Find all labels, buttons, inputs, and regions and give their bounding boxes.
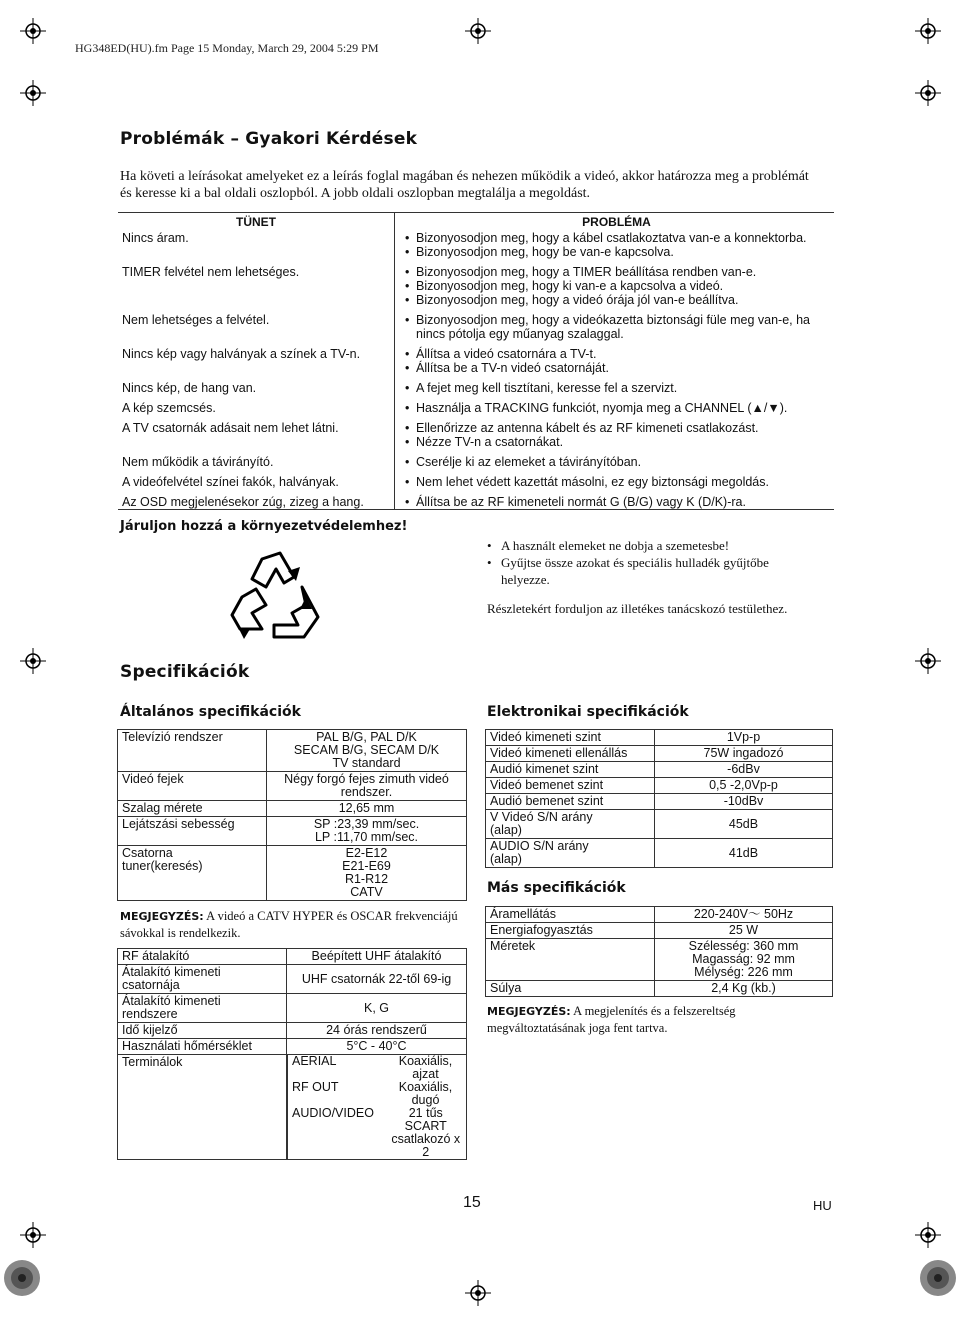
faq-solution: • Bizonyosodjon meg, hogy ki van-e a kapcsolva a videó. (403, 279, 830, 293)
faq-solution: • Bizonyosodjon meg, hogy a kábel csatlakoztatva van-e a konnektorba. (403, 231, 830, 245)
spec-label: AUDIO S/N arány (alap) (486, 839, 655, 868)
faq-solution: • Bizonyosodjon meg, hogy be van-e kapcsolva. (403, 245, 830, 259)
spec-row (486, 981, 833, 997)
faq-symptom: Nincs áram. (118, 229, 395, 259)
faq-row (118, 395, 834, 415)
faq-symptom: A kép szemcsés. (118, 395, 395, 415)
faq-table (118, 212, 834, 510)
faq-solutions (395, 375, 835, 395)
spec-value: 45dB (655, 810, 833, 839)
spec-label: Súlya (486, 981, 655, 997)
spec-value: UHF csatornák 22-től 69-ig (287, 965, 467, 994)
spec-row (486, 746, 833, 762)
spec-label: Csatorna tuner(keresés) (118, 846, 267, 901)
faq-solution: • Állítsa be a TV-n videó csatornáját. (403, 361, 830, 375)
spec-value: K, G (287, 994, 467, 1023)
spec-value: SP :23,39 mm/sec. LP :11,70 mm/sec. (267, 817, 467, 846)
faq-solution-list (403, 313, 830, 341)
faq-row (118, 229, 834, 259)
terminal-row (288, 1107, 466, 1159)
spec-row (486, 907, 833, 923)
spec-value: 12,65 mm (267, 801, 467, 817)
faq-solutions (395, 229, 835, 259)
faq-solution-list (403, 495, 830, 509)
faq-solution-list (403, 475, 830, 489)
other-spec-table (485, 906, 833, 997)
spec-label: Videó fejek (118, 772, 267, 801)
faq-solution: • Bizonyosodjon meg, hogy a TIMER beállítása rendben van-e. (403, 265, 830, 279)
registration-mark-icon (465, 18, 491, 44)
env-bullet: • Gyűjtse össze azokat és speciális hulladék gyűjtőbe helyezze. (487, 555, 769, 587)
faq-symptom: Az OSD megjelenésekor zúg, zizeg a hang. (118, 489, 395, 510)
faq-row (118, 415, 834, 449)
spec-label: Átalakító kimeneti csatornája (118, 965, 287, 994)
spec-row (486, 923, 833, 939)
faq-solutions (395, 307, 835, 341)
spec-label: Szalag mérete (118, 801, 267, 817)
faq-col-problem: PROBLÉMA (582, 215, 651, 229)
spec-label: RF átalakító (118, 949, 287, 965)
spec-label: V Videó S/N arány (alap) (486, 810, 655, 839)
terminal-value: 21 tűs SCART csatlakozó x 2 (391, 1106, 461, 1159)
faq-solution: • A fejet meg kell tisztítani, keresse fel a szervizt. (403, 381, 830, 395)
color-target-icon (918, 1258, 958, 1298)
spec-value: -10dBv (655, 794, 833, 810)
spec-value: 5°C - 40°C (287, 1039, 467, 1055)
terminal-name: AERIAL (288, 1055, 387, 1081)
spec-label: Audió bemenet szint (486, 794, 655, 810)
faq-solution-list (403, 265, 830, 307)
faq-row (118, 375, 834, 395)
faq-row (118, 449, 834, 469)
faq-row (118, 259, 834, 307)
general-note-text: A videó a CATV HYPER és OSCAR frekvenciájú sávokkal is rendelkezik. (120, 909, 458, 940)
terminals-cell (287, 1055, 467, 1160)
other-note (487, 1003, 827, 1036)
terminal-row (288, 1081, 466, 1107)
spec-title: Specifikációk (120, 662, 250, 682)
faq-solution: • Nem lehet védett kazettát másolni, ez egy biztonsági megoldás. (403, 475, 830, 489)
spec-row (118, 801, 467, 817)
env-bullet: • A használt elemeket ne dobja a szemetesbe! (487, 538, 730, 553)
faq-solution-list (403, 401, 830, 415)
spec-row (486, 730, 833, 746)
terminal-row (288, 1055, 466, 1081)
rf-spec-table (117, 948, 467, 1160)
faq-solution: • Cserélje ki az elemeket a távirányítóban. (403, 455, 830, 469)
registration-mark-icon (915, 648, 941, 674)
spec-row (486, 810, 833, 839)
faq-solution: • Nézze TV-n a csatornákat. (403, 435, 830, 449)
spec-row (486, 839, 833, 868)
registration-mark-icon (465, 1280, 491, 1306)
other-note-text: A megjelenítés és a felszereltség megváltoztatásának joga fent tartva. (487, 1004, 736, 1035)
spec-label: Videó bemenet szint (486, 778, 655, 794)
recycle-icon (222, 547, 337, 647)
spec-value: 75W ingadozó (655, 746, 833, 762)
spec-label: Idő kijelző (118, 1023, 287, 1039)
registration-mark-icon (20, 648, 46, 674)
terminal-name: AUDIO/VIDEO (288, 1107, 387, 1159)
spec-label: Átalakító kimeneti rendszere (118, 994, 287, 1023)
faq-symptom: A TV csatornák adásait nem lehet látni. (118, 415, 395, 449)
faq-table-body (118, 229, 834, 510)
faq-symptom: Nincs kép vagy halványak a színek a TV-n. (118, 341, 395, 375)
spec-value: Szélesség: 360 mm Magasság: 92 mm Mélység: 226 mm (655, 939, 833, 981)
spec-label: Videó kimeneti ellenállás (486, 746, 655, 762)
spec-row (118, 730, 467, 772)
general-note (120, 908, 470, 941)
terminals-label: Terminálok (118, 1055, 287, 1160)
electronic-spec-title: Elektronikai specifikációk (487, 704, 689, 720)
env-note: Részletekért forduljon az illetékes tanácskozó testülethez. (487, 601, 788, 616)
spec-row-terminals (118, 1055, 467, 1160)
language-code: HU (813, 1198, 832, 1213)
spec-value: 0,5 -2,0Vp-p (655, 778, 833, 794)
spec-value: 220-240V～ 50Hz (655, 907, 833, 923)
registration-mark-icon (20, 1222, 46, 1248)
faq-solution: • Bizonyosodjon meg, hogy a videó órája jól van-e beállítva. (403, 293, 830, 307)
spec-label: Lejátszási sebesség (118, 817, 267, 846)
spec-row (118, 994, 467, 1023)
registration-mark-icon (915, 80, 941, 106)
spec-label: Méretek (486, 939, 655, 981)
faq-symptom: Nem működik a távirányító. (118, 449, 395, 469)
spec-label: Audió kimenet szint (486, 762, 655, 778)
faq-symptom: Nem lehetséges a felvétel. (118, 307, 395, 341)
spec-label: Energiafogyasztás (486, 923, 655, 939)
spec-row (486, 778, 833, 794)
faq-symptom: Nincs kép, de hang van. (118, 375, 395, 395)
spec-row (486, 939, 833, 981)
spec-label: Áramellátás (486, 907, 655, 923)
spec-row (118, 772, 467, 801)
faq-solution: • Ellenőrizze az antenna kábelt és az RF kimeneti csatlakozást. (403, 421, 830, 435)
faq-solutions (395, 489, 835, 510)
faq-solution-list (403, 455, 830, 469)
faq-solution-list (403, 231, 830, 259)
faq-solutions (395, 449, 835, 469)
other-note-label: MEGJEGYZÉS: (487, 1005, 571, 1018)
env-bullets (487, 537, 817, 617)
faq-solution-list (403, 421, 830, 449)
spec-row (118, 1023, 467, 1039)
terminals-table (287, 1055, 466, 1159)
faq-solutions (395, 469, 835, 489)
other-spec-title: Más specifikációk (487, 880, 626, 896)
faq-solution-list (403, 347, 830, 375)
faq-solution: • Használja a TRACKING funkciót, nyomja meg a CHANNEL (▲/▼). (403, 401, 830, 415)
spec-row (118, 1039, 467, 1055)
spec-label: Televízió rendszer (118, 730, 267, 772)
faq-solution-list (403, 381, 830, 395)
spec-value: 41dB (655, 839, 833, 868)
registration-mark-icon (915, 1222, 941, 1248)
spec-row (118, 846, 467, 901)
spec-value: -6dBv (655, 762, 833, 778)
faq-row (118, 341, 834, 375)
faq-col-symptom: TÜNET (118, 213, 395, 230)
faq-solution: • Állítsa be az RF kimeneteli normát G (B/G) vagy K (D/K)-ra. (403, 495, 830, 509)
general-spec-table (117, 729, 467, 901)
env-title: Járuljon hozzá a környezetvédelemhez! (120, 519, 408, 534)
terminal-value: Koaxiális, dugó (398, 1080, 453, 1107)
spec-row (486, 762, 833, 778)
faq-symptom: A videófelvétel színei fakók, halványak. (118, 469, 395, 489)
spec-label: Videó kimeneti szint (486, 730, 655, 746)
faq-title: Problémák – Gyakori Kérdések (120, 129, 418, 149)
page-header-line: HG348ED(HU).fm Page 15 Monday, March 29, 2004 5:29 PM (75, 41, 379, 55)
terminal-name: RF OUT (288, 1081, 387, 1107)
registration-mark-icon (20, 18, 46, 44)
faq-solutions (395, 341, 835, 375)
faq-row (118, 307, 834, 341)
faq-intro: Ha követi a leírásokat amelyeket ez a leírás foglal magában és nehezen működik a videó, akkor határozza meg a problémát és keresse ki a bal oldali oszlopból. A jobb oldali oszlopban megtalálja a megoldást. (120, 169, 809, 201)
electronic-spec-table (485, 729, 833, 868)
faq-solutions (395, 415, 835, 449)
spec-value: 2,4 Kg (kb.) (655, 981, 833, 997)
spec-label: Használati hőmérséklet (118, 1039, 287, 1055)
spec-row (118, 965, 467, 994)
terminal-value: Koaxiális, ajzat (398, 1054, 453, 1081)
faq-row (118, 489, 834, 510)
spec-row (486, 794, 833, 810)
faq-solutions (395, 259, 835, 307)
spec-value: Beépített UHF átalakító (287, 949, 467, 965)
spec-value: 25 W (655, 923, 833, 939)
color-target-icon (2, 1258, 42, 1298)
spec-value: Négy forgó fejes zimuth videó rendszer. (267, 772, 467, 801)
spec-row (118, 949, 467, 965)
general-spec-title: Általános specifikációk (120, 704, 301, 720)
spec-value: PAL B/G, PAL D/K SECAM B/G, SECAM D/K TV standard (267, 730, 467, 772)
spec-value: 24 órás rendszerű (287, 1023, 467, 1039)
spec-value: E2-E12 E21-E69 R1-R12 CATV (267, 846, 467, 901)
spec-value: 1Vp-p (655, 730, 833, 746)
faq-solution: • Állítsa a videó csatornára a TV-t. (403, 347, 830, 361)
registration-mark-icon (915, 18, 941, 44)
general-note-label: MEGJEGYZÉS: (120, 910, 204, 923)
faq-solutions (395, 395, 835, 415)
registration-mark-icon (20, 80, 46, 106)
faq-solution: • Bizonyosodjon meg, hogy a videókazetta biztonsági füle meg van-e, ha nincs pótolja egy műanyag szalaggal. (403, 313, 830, 341)
page-number: 15 (463, 1194, 481, 1211)
faq-symptom: TIMER felvétel nem lehetséges. (118, 259, 395, 307)
faq-row (118, 469, 834, 489)
spec-row (118, 817, 467, 846)
